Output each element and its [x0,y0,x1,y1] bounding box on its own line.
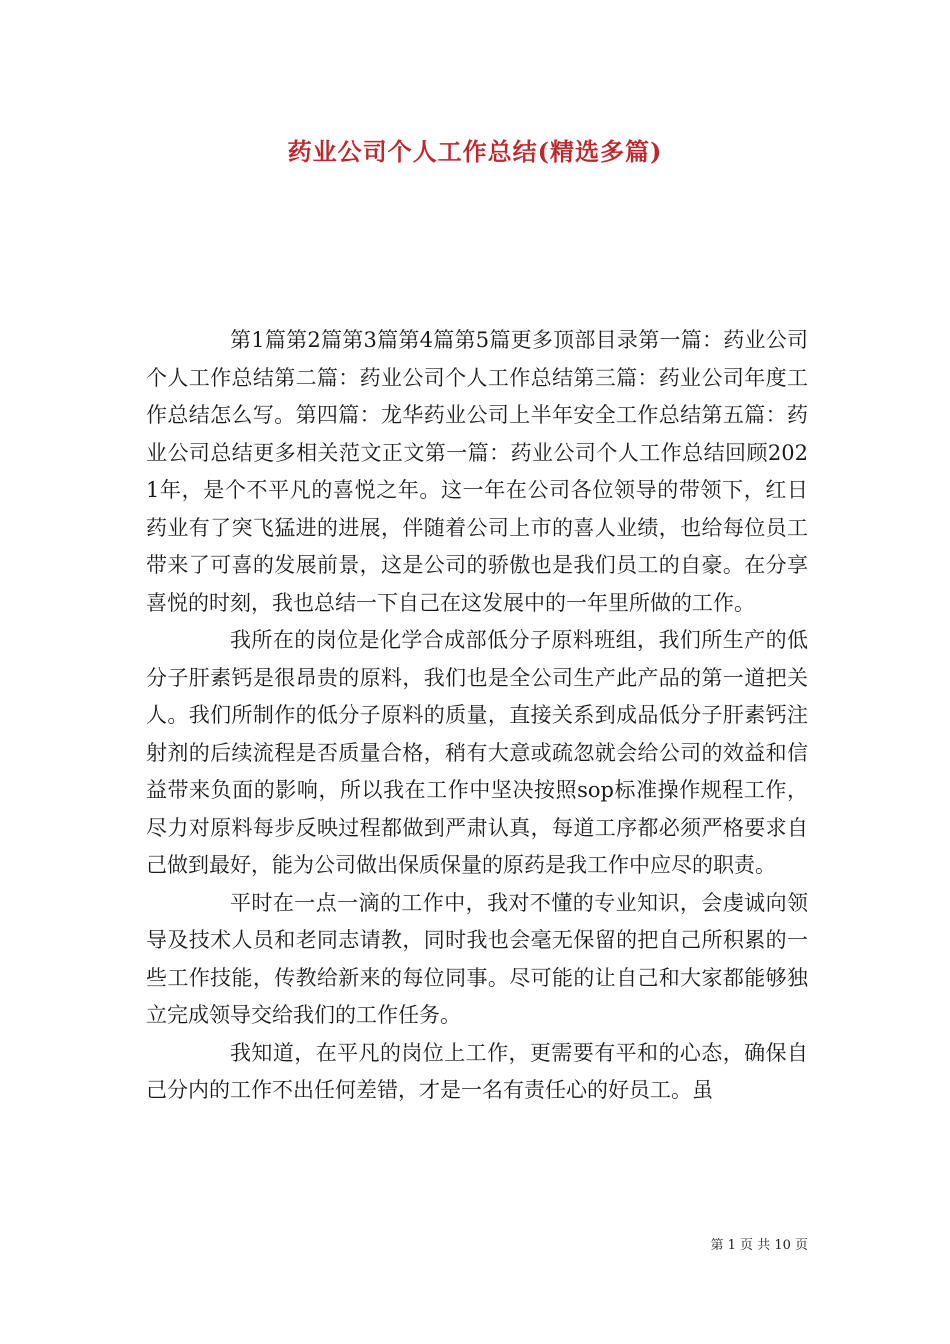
paragraph-3: 平时在一点一滴的工作中，我对不懂的专业知识，会虔诚向领导及技术人员和老同志请教，同时我也会毫无保留的把自己所积累的一些工作技能，传教给新来的每位同事。尽可能的让自己和大家都能够独立完成领导交给我们的工作任务。 [146,890,808,1027]
document-body [146,322,808,1110]
paragraph-2: 我所在的岗位是化学合成部低分子原料班组，我们所生产的低分子肝素钙是很昂贵的原料，我们也是全公司生产此产品的第一道把关人。我们所制作的低分子原料的质量，直接关系到成品低分子肝素钙注射剂的后续流程是否质量合格，稍有大意或疏忽就会给公司的效益和信益带来负面的影响，所以我在工作中坚决按照sop标准操作规程工作，尽力对原料每步反映过程都做到严肃认真，每道工序都必须严格要求自己做到最好，能为公司做出保质保量的原药是我工作中应尽的职责。 [146,628,808,877]
page-number-footer: 第 1 页 共 10 页 [710,1238,808,1253]
document-title: 药业公司个人工作总结(精选多篇) [287,137,663,166]
paragraph-1: 第1篇第2篇第3篇第4篇第5篇更多顶部目录第一篇：药业公司个人工作总结第二篇：药业公司个人工作总结第三篇：药业公司年度工作总结怎么写。第四篇：龙华药业公司上半年安全工作总结第五篇：药业公司总结更多相关范文正文第一篇：药业公司个人工作总结回顾2021年，是个不平凡的喜悦之年。这一年在公司各位领导的带领下，红日药业有了突飞猛进的进展，伴随着公司上市的喜人业绩，也给每位员工带来了可喜的发展前景，这是公司的骄傲也是我们员工的自豪。在分享喜悦的时刻，我也总结一下自己在这发展中的一年里所做的工作。 [146,328,808,615]
paragraph-4: 我知道，在平凡的岗位上工作，更需要有平和的心态，确保自己分内的工作不出任何差错，才是一名有责任心的好员工。虽 [146,1040,808,1102]
